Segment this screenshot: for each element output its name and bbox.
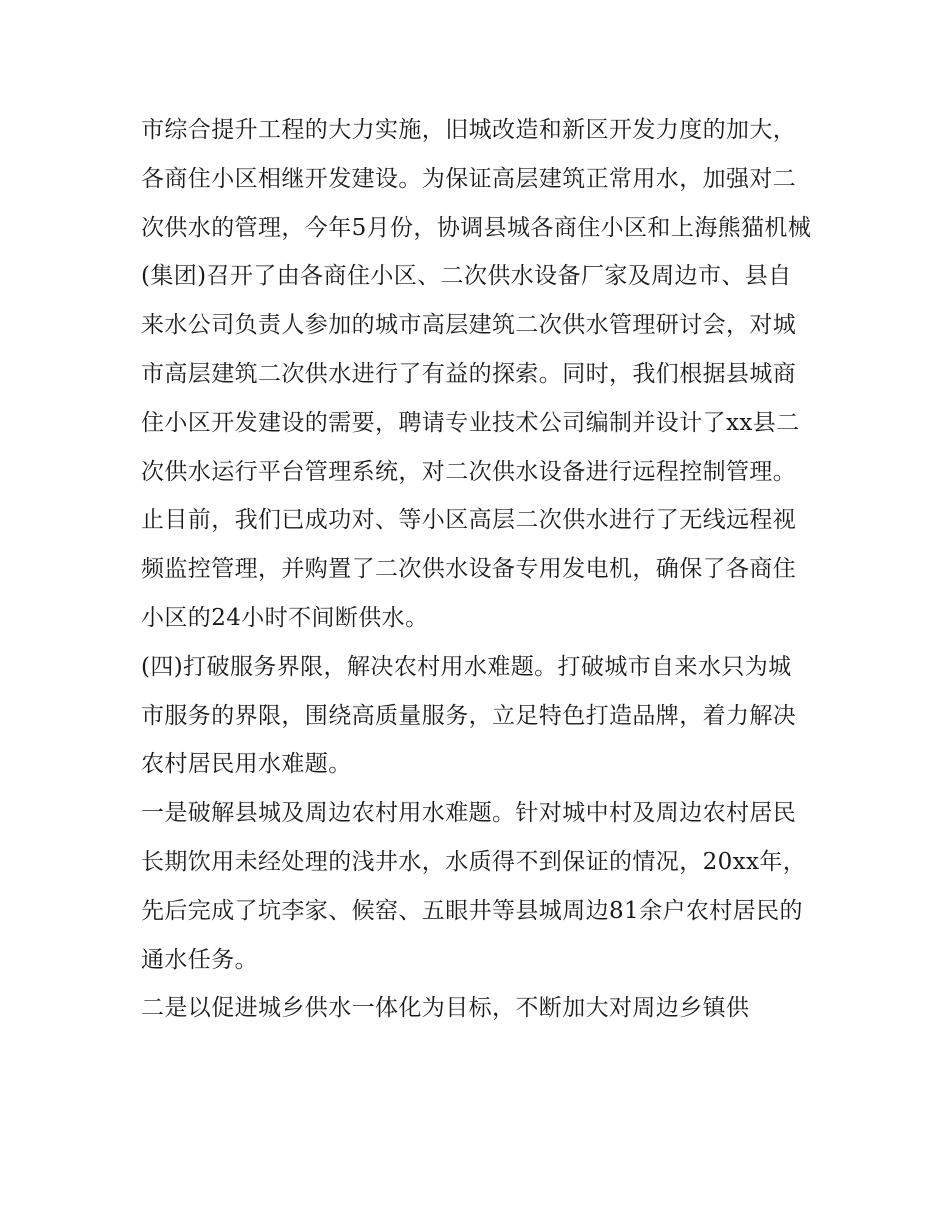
paragraph-secondary-water-supply: 市综合提升工程的大力实施，旧城改造和新区开发力度的加大，各商住小区相继开发建设。为保证高层建筑正常用水，加强对二次供水的管理，今年5月份，协调县城各商住小区和上海熊猫机械(集团)召开了由各商住小区、二次供水设备厂家及周边市、县自来水公司负责人参加的城市高层建筑二次供水管理研讨会，对城市高层建筑二次供水进行了有益的探索。同时，我们根据县城商住小区开发建设的需要，聘请专业技术公司编制并设计了xx县二次供水运行平台管理系统，对二次供水设备进行远程控制管理。 xyxy=(141,117,812,485)
paragraph-point-two: 二是以促进城乡供水一体化为目标，不断加大对周边乡镇供 xyxy=(141,995,750,1022)
paragraph-point-one: 一是破解县城及周边农村用水难题。针对城中村及周边农村居民长期饮用未经处理的浅井水，水质得不到保证的情况，20xx年，先后完成了坑李家、候窑、五眼井等县城周边81余户农村居民的通水任务。 xyxy=(141,800,807,973)
paragraph-remote-monitoring: 止目前，我们已成功对、等小区高层二次供水进行了无线远程视频监控管理，并购置了二次供水设备专用发电机，确保了各商住小区的24小时不间断供水。 xyxy=(141,507,797,631)
paragraph-section-four-heading: (四)打破服务界限，解决农村用水难题。打破城市自来水只为城市服务的界限，围绕高质量服务，立足特色打造品牌，着力解决农村居民用水难题。 xyxy=(141,653,797,778)
document-body xyxy=(141,106,813,1033)
